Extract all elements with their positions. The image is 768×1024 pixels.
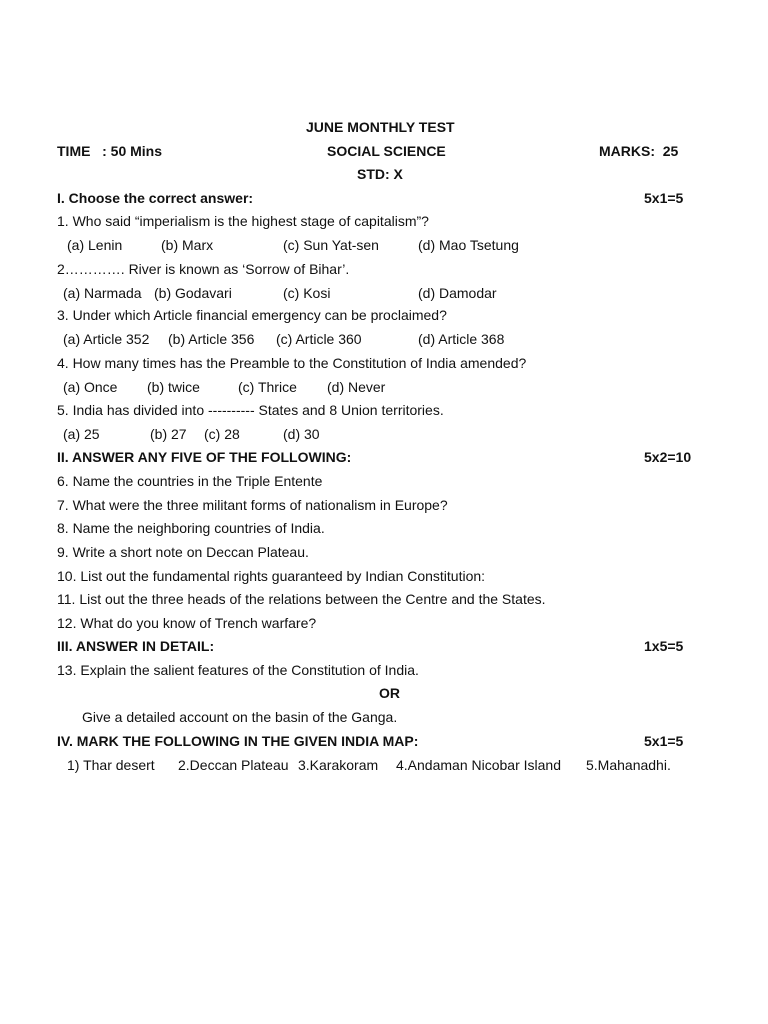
q1-option-b: (b) Marx — [161, 237, 214, 253]
question-8: 8. Name the neighboring countries of India. — [57, 520, 325, 536]
q4-option-d: (d) Never — [327, 379, 386, 395]
map-item-1: 1) Thar desert — [67, 757, 155, 773]
q4-option-a: (a) Once — [63, 379, 118, 395]
section-3-marks: 1x5=5 — [644, 638, 684, 654]
question-13-alternative: Give a detailed account on the basin of the Ganga. — [82, 709, 398, 725]
q5-option-d: (d) 30 — [283, 426, 320, 442]
time-label: TIME : 50 Mins — [57, 143, 163, 159]
question-9: 9. Write a short note on Deccan Plateau. — [57, 544, 309, 560]
q3-option-c: (c) Article 360 — [276, 331, 362, 347]
q2-option-b: (b) Godavari — [154, 285, 232, 301]
question-7: 7. What were the three militant forms of nationalism in Europe? — [57, 497, 448, 513]
q3-option-d: (d) Article 368 — [418, 331, 505, 347]
question-10: 10. List out the fundamental rights guaranteed by Indian Constitution: — [57, 568, 486, 584]
question-2: 2…………. River is known as ‘Sorrow of Bihar’. — [57, 261, 350, 277]
map-item-4: 4.Andaman Nicobar Island — [396, 757, 561, 773]
question-11: 11. List out the three heads of the relations between the Centre and the States. — [57, 591, 546, 607]
question-5: 5. India has divided into ---------- States and 8 Union territories. — [57, 402, 444, 418]
section-2-heading: II. ANSWER ANY FIVE OF THE FOLLOWING: — [57, 449, 352, 465]
q3-option-a: (a) Article 352 — [63, 331, 150, 347]
q5-option-b: (b) 27 — [150, 426, 187, 442]
paper-title: JUNE MONTHLY TEST — [306, 119, 455, 135]
or-separator: OR — [379, 685, 400, 701]
q1-option-a: (a) Lenin — [67, 237, 123, 253]
marks-label: MARKS: 25 — [599, 143, 679, 159]
question-3: 3. Under which Article financial emergency can be proclaimed? — [57, 307, 447, 323]
section-2-marks: 5x2=10 — [644, 449, 692, 465]
subject-label: SOCIAL SCIENCE — [327, 143, 446, 159]
question-1: 1. Who said “imperialism is the highest stage of capitalism”? — [57, 213, 429, 229]
section-1-marks: 5x1=5 — [644, 190, 684, 206]
map-item-3: 3.Karakoram — [298, 757, 379, 773]
q2-option-a: (a) Narmada — [63, 285, 142, 301]
question-13: 13. Explain the salient features of the Constitution of India. — [57, 662, 419, 678]
q5-option-a: (a) 25 — [63, 426, 100, 442]
map-item-5: 5.Mahanadhi. — [586, 757, 671, 773]
std-label: STD: X — [357, 166, 403, 182]
q4-option-b: (b) twice — [147, 379, 200, 395]
section-1-heading: I. Choose the correct answer: — [57, 190, 254, 206]
q1-option-c: (c) Sun Yat-sen — [283, 237, 379, 253]
q2-option-d: (d) Damodar — [418, 285, 497, 301]
section-4-marks: 5x1=5 — [644, 733, 684, 749]
q2-option-c: (c) Kosi — [283, 285, 331, 301]
q3-option-b: (b) Article 356 — [168, 331, 255, 347]
question-6: 6. Name the countries in the Triple Entente — [57, 473, 323, 489]
section-4-heading: IV. MARK THE FOLLOWING IN THE GIVEN INDIA MAP: — [57, 733, 419, 749]
question-4: 4. How many times has the Preamble to the Constitution of India amended? — [57, 355, 527, 371]
question-12: 12. What do you know of Trench warfare? — [57, 615, 317, 631]
q1-option-d: (d) Mao Tsetung — [418, 237, 519, 253]
map-item-2: 2.Deccan Plateau — [178, 757, 289, 773]
section-3-heading: III. ANSWER IN DETAIL: — [57, 638, 215, 654]
q5-option-c: (c) 28 — [204, 426, 240, 442]
q4-option-c: (c) Thrice — [238, 379, 297, 395]
